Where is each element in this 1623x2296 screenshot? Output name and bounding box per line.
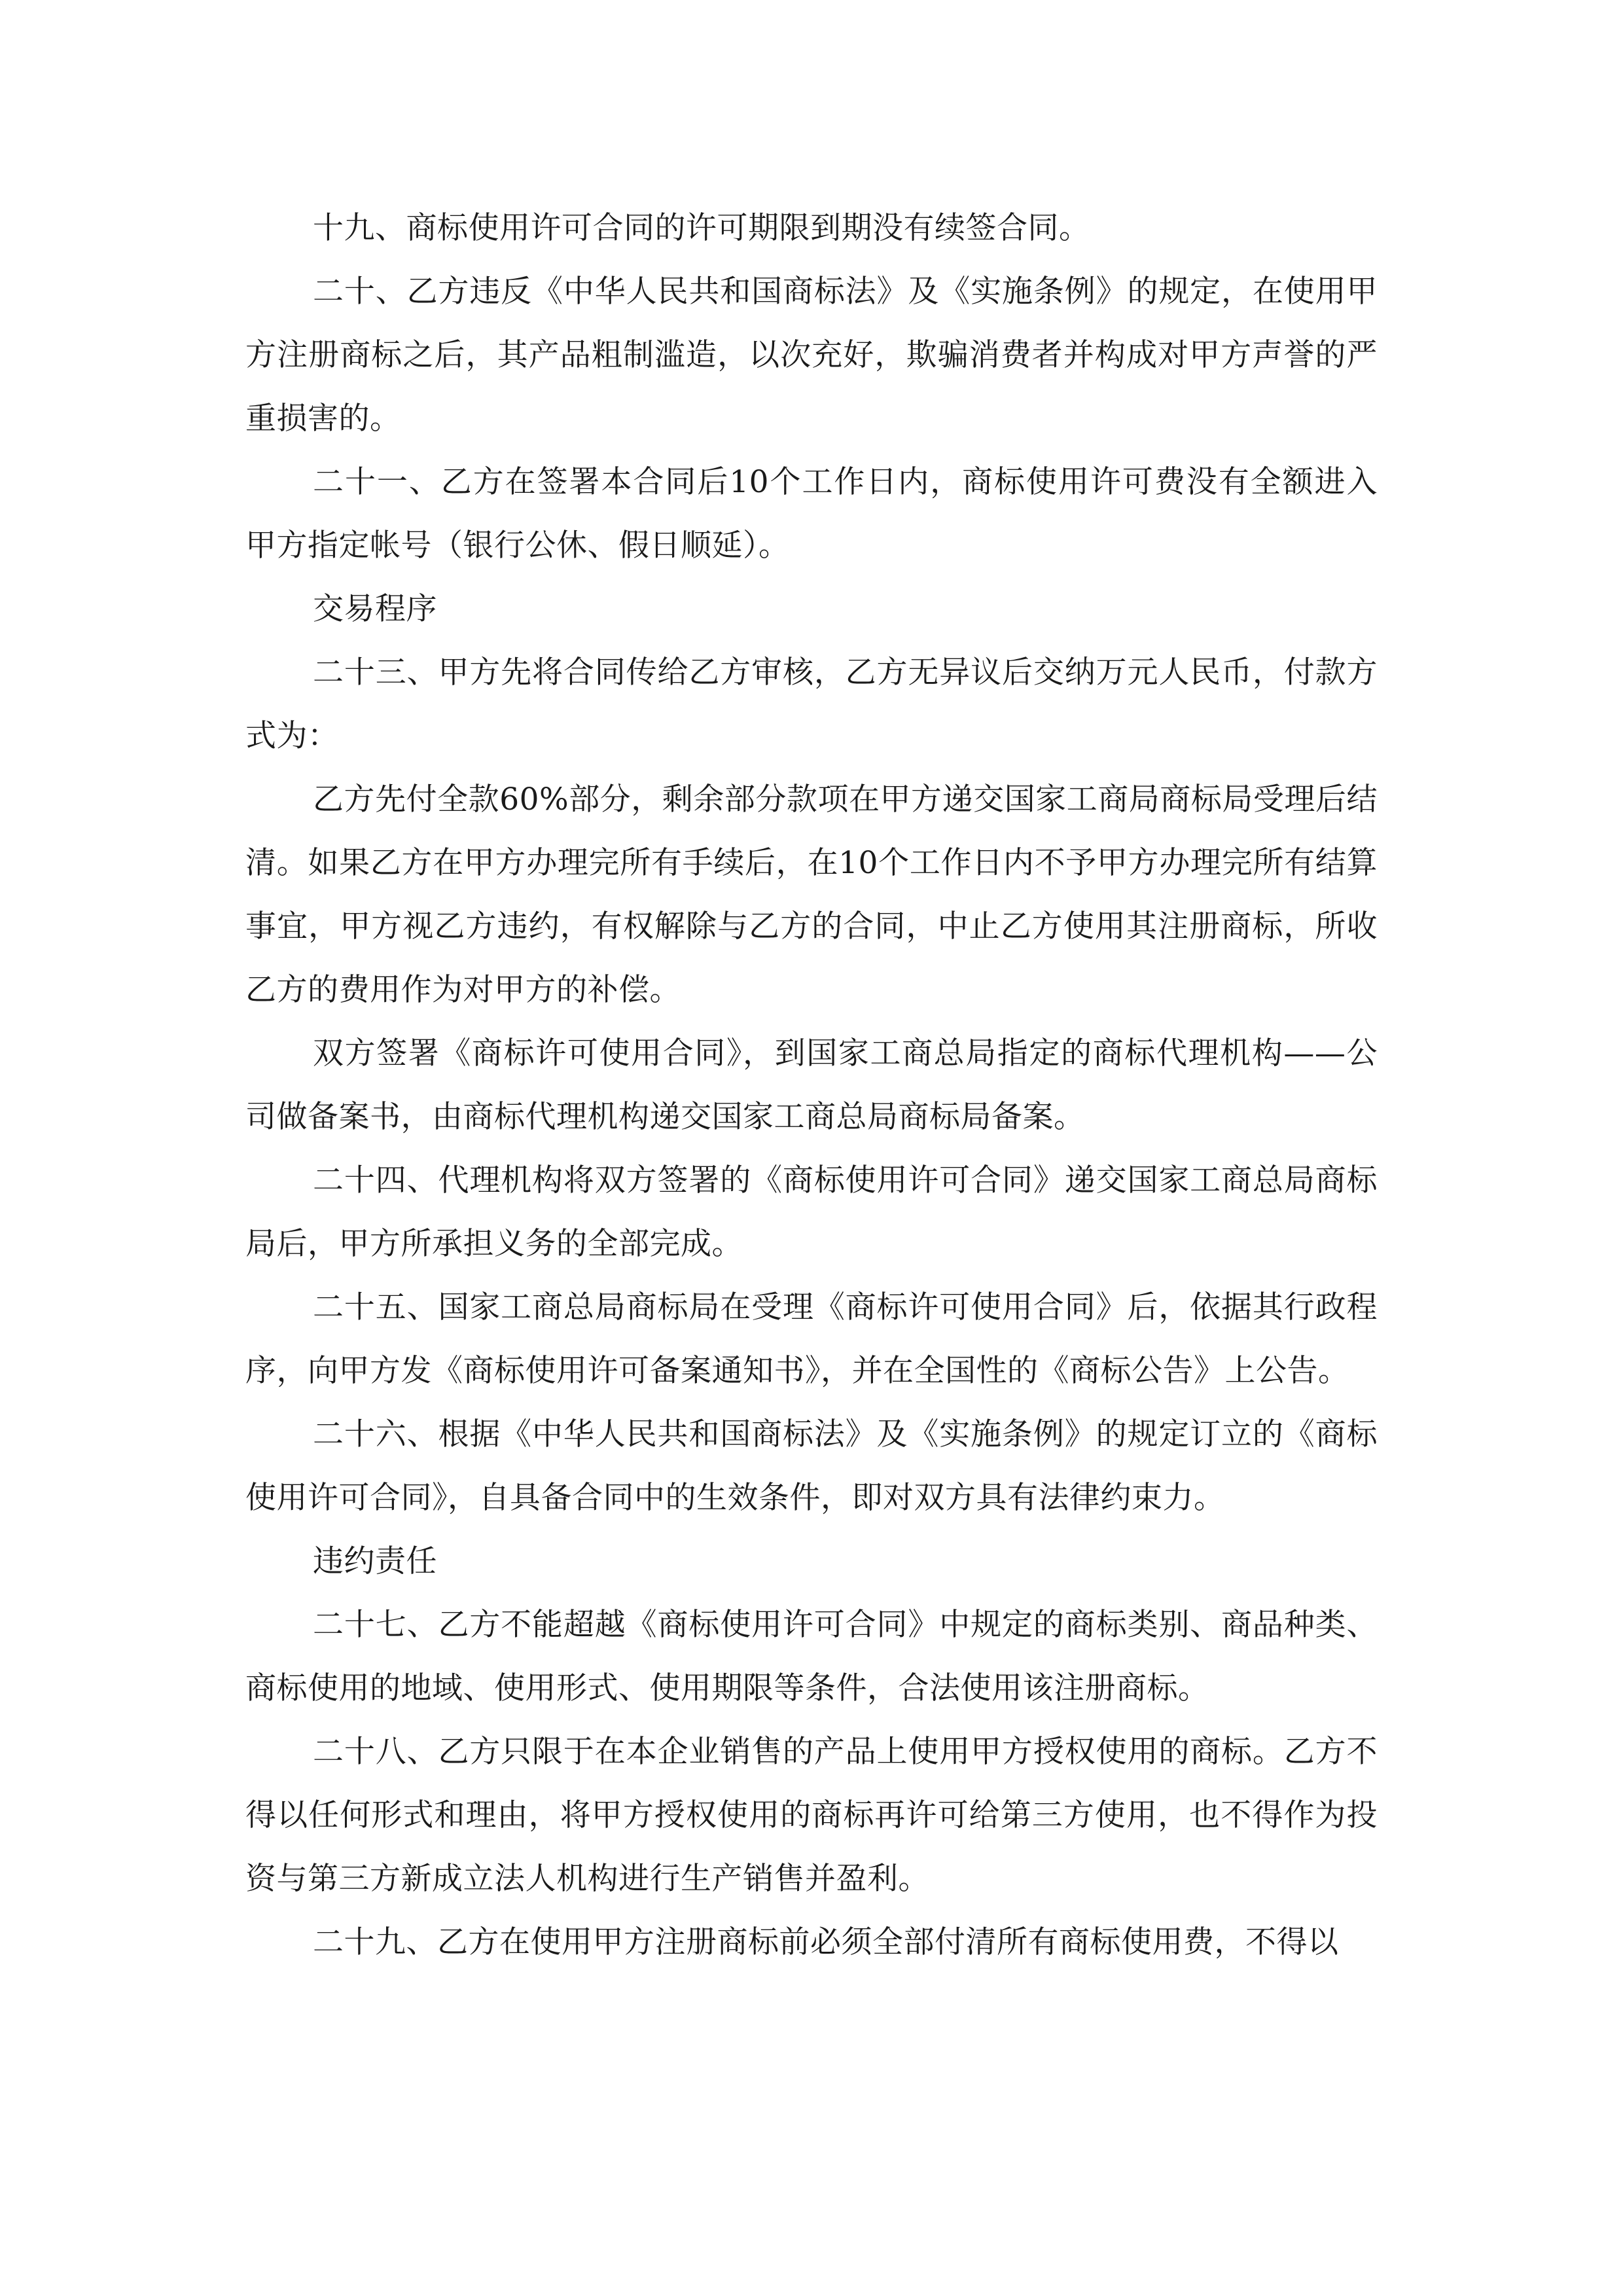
paragraph-payment-terms: 乙方先付全款60%部分，剩余部分款项在甲方递交国家工商局商标局受理后结清。如果乙方在甲方办理完所有手续后，在10个工作日内不予甲方办理完所有结算事宜，甲方视乙方违约，有权解除与乙方的合同，中止乙方使用其注册商标，所收乙方的费用作为对甲方的补偿。 (245, 781, 1378, 1008)
paragraph-clause-28: 二十八、乙方只限于在本企业销售的产品上使用甲方授权使用的商标。乙方不得以任何形式和理由，将甲方授权使用的商标再许可给第三方使用，也不得作为投资与第三方新成立法人机构进行生产销售并盈利。 (245, 1734, 1378, 1897)
section-heading-liability: 违约责任 (313, 1543, 437, 1579)
paragraph-clause-23: 二十三、甲方先将合同传给乙方审核，乙方无异议后交纳万元人民币，付款方式为： (245, 655, 1378, 754)
paragraph-clause-21: 二十一、乙方在签署本合同后10个工作日内，商标使用许可费没有全额进入甲方指定帐号（银行公休、假日顺延）。 (245, 464, 1378, 564)
paragraph-clause-25: 二十五、国家工商总局商标局在受理《商标许可使用合同》后，依据其行政程序，向甲方发《商标使用许可备案通知书》，并在全国性的《商标公告》上公告。 (245, 1289, 1378, 1389)
paragraph-clause-19: 十九、商标使用许可合同的许可期限到期没有续签合同。 (313, 210, 1090, 246)
paragraph-clause-27: 二十七、乙方不能超越《商标使用许可合同》中规定的商标类别、商品种类、商标使用的地域、使用形式、使用期限等条件，合法使用该注册商标。 (245, 1607, 1378, 1706)
paragraph-clause-24: 二十四、代理机构将双方签署的《商标使用许可合同》递交国家工商总局商标局后，甲方所承担义务的全部完成。 (245, 1162, 1378, 1262)
paragraph-clause-29: 二十九、乙方在使用甲方注册商标前必须全部付清所有商标使用费，不得以 (313, 1924, 1339, 1960)
section-heading-transaction-procedure: 交易程序 (313, 591, 437, 627)
document-page (245, 196, 1378, 1974)
paragraph-filing: 双方签署《商标许可使用合同》，到国家工商总局指定的商标代理机构——公司做备案书，由商标代理机构递交国家工商总局商标局备案。 (245, 1035, 1378, 1135)
paragraph-clause-20: 二十、乙方违反《中华人民共和国商标法》及《实施条例》的规定，在使用甲方注册商标之后，其产品粗制滥造，以次充好，欺骗消费者并构成对甲方声誉的严重损害的。 (245, 274, 1378, 437)
paragraph-clause-26: 二十六、根据《中华人民共和国商标法》及《实施条例》的规定订立的《商标使用许可合同》，自具备合同中的生效条件，即对双方具有法律约束力。 (245, 1416, 1378, 1516)
